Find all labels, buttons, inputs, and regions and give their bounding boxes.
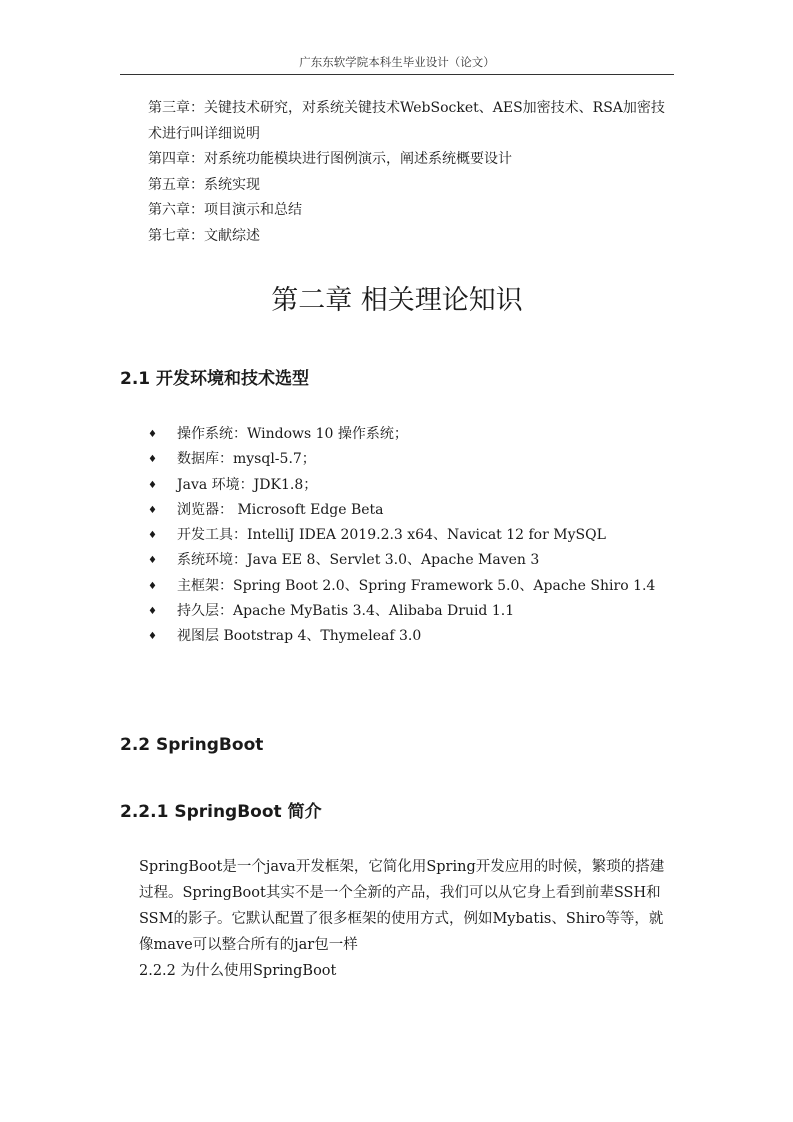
diamond-bullet-icon: ♦ xyxy=(148,606,157,618)
list-item-text: 数据库：mysql-5.7； xyxy=(177,451,316,468)
diamond-bullet-icon: ♦ xyxy=(148,530,157,542)
diamond-bullet-icon: ♦ xyxy=(148,504,157,516)
page-header-text: 广东东软学院本科生毕业设计（论文） xyxy=(299,55,495,69)
section-2-1-heading: 2.1 开发环境和技术选型 xyxy=(120,369,310,389)
list-item-text: 持久层：Apache MyBatis 3.4、Alibaba Druid 1.1 xyxy=(177,603,515,620)
list-item xyxy=(148,624,674,649)
diamond-bullet-icon: ♦ xyxy=(148,580,157,592)
list-item xyxy=(148,548,674,573)
section-2-2-1-heading: 2.2.1 SpringBoot 简介 xyxy=(120,802,322,822)
list-item-text: 系统环境：Java EE 8、Servlet 3.0、Apache Maven 3 xyxy=(177,552,540,569)
list-item-text: 浏览器： Microsoft Edge Beta xyxy=(177,501,384,518)
diamond-bullet-icon: ♦ xyxy=(148,429,157,440)
diamond-bullet-icon: ♦ xyxy=(148,555,157,567)
list-item xyxy=(148,523,674,548)
section-2-2-2-line: 2.2.2 为什么使用SpringBoot xyxy=(139,963,337,979)
list-item xyxy=(148,422,674,447)
chapter-title: 第二章 相关理论知识 xyxy=(271,285,523,316)
list-item-text: 主框架：Spring Boot 2.0、Spring Framework 5.0、Apache Shiro 1.4 xyxy=(177,577,656,594)
list-item-text: 开发工具：IntelliJ IDEA 2019.2.3 x64、Navicat 12 for MySQL xyxy=(177,527,606,544)
diamond-bullet-icon: ♦ xyxy=(148,631,157,643)
springboot-intro xyxy=(139,854,675,984)
list-item xyxy=(148,574,674,599)
springboot-intro-paragraph: SpringBoot是一个java开发框架，它简化用Spring开发应用的时候，繁琐的搭建过程。SpringBoot其实不是一个全新的产品，我们可以从它身上看到前辈SSH和SSM的影子。它默认配置了很多框架的使用方式，例如Mybatis、Shiro等等，就像mave可以整合所有的jar包一样 xyxy=(139,859,665,953)
page-header xyxy=(120,54,674,75)
outline-chapter-5: 第五章：系统实现 xyxy=(148,176,260,193)
outline-chapter-3: 第三章：关键技术研究，对系统关键技术WebSocket、AES加密技术、RSA加密技术进行叫详细说明 xyxy=(148,100,665,142)
tech-stack-list xyxy=(148,422,674,650)
diamond-bullet-icon: ♦ xyxy=(148,479,157,491)
list-item xyxy=(148,498,674,523)
list-item xyxy=(148,599,674,624)
chapter-outline xyxy=(148,96,674,249)
section-2-2-heading: 2.2 SpringBoot xyxy=(120,735,264,755)
list-item-text: 操作系统：Windows 10 操作系统； xyxy=(177,426,408,442)
list-item-text: 视图层 Bootstrap 4、Thymeleaf 3.0 xyxy=(177,628,422,645)
list-item-text: Java 环境：JDK1.8； xyxy=(177,476,318,493)
outline-chapter-6: 第六章：项目演示和总结 xyxy=(148,202,302,218)
outline-chapter-4: 第四章：对系统功能模块进行图例演示，阐述系统概要设计 xyxy=(148,151,512,167)
diamond-bullet-icon: ♦ xyxy=(148,454,157,466)
outline-chapter-7: 第七章：文献综述 xyxy=(148,227,260,244)
list-item xyxy=(148,447,674,472)
list-item xyxy=(148,473,674,498)
